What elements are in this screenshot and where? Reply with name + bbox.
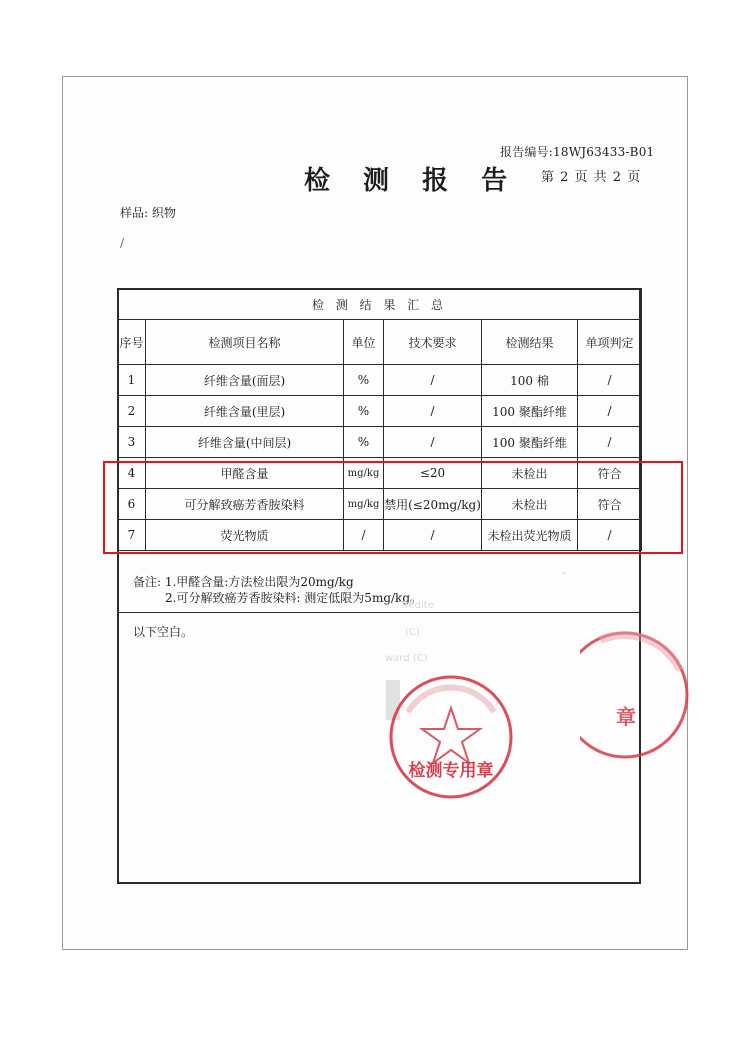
cell-unit: % — [344, 427, 384, 458]
cell-item: 纤维含量(面层) — [146, 365, 344, 396]
cell-unit: mg/kg — [344, 489, 384, 520]
cell-requirement: / — [384, 396, 482, 427]
cell-item: 可分解致癌芳香胺染料 — [146, 489, 344, 520]
cell-result: 100 聚酯纤维 — [482, 427, 578, 458]
column-header: 检测项目名称 — [146, 320, 344, 365]
cell-index: 7 — [118, 520, 146, 551]
cell-requirement: / — [384, 427, 482, 458]
cell-unit: / — [344, 520, 384, 551]
sample-label: 样品: 织物 — [120, 206, 176, 220]
cell-unit: % — [344, 365, 384, 396]
cell-verdict: 符合 — [578, 458, 642, 489]
report-number: 报告编号:18WJ63433-B01 — [500, 145, 655, 159]
seal-text: 检测专用章 — [408, 761, 494, 781]
cell-result: 100 棉 — [482, 365, 578, 396]
cell-unit: % — [344, 396, 384, 427]
column-header: 检测结果 — [482, 320, 578, 365]
remark-line: 备注: 1.甲醛含量:方法检出限为20mg/kg — [133, 575, 354, 589]
faint-mark: Tredite — [400, 600, 434, 611]
notes-divider — [117, 612, 641, 613]
table-caption-row — [118, 289, 642, 320]
cell-result: 未检出荧光物质 — [482, 520, 578, 551]
table-row — [118, 396, 642, 427]
column-header: 技术要求 — [384, 320, 482, 365]
cell-index: 4 — [118, 458, 146, 489]
cell-index: 3 — [118, 427, 146, 458]
cell-result: 未检出 — [482, 458, 578, 489]
cell-result: 100 聚酯纤维 — [482, 396, 578, 427]
column-header: 单位 — [344, 320, 384, 365]
cell-result: 未检出 — [482, 489, 578, 520]
inspection-seal — [386, 672, 516, 802]
table-row — [118, 365, 642, 396]
column-header: 单项判定 — [578, 320, 642, 365]
cell-item: 荧光物质 — [146, 520, 344, 551]
report-title: 检 测 报 告 — [304, 166, 520, 196]
faint-mark: (C) — [405, 627, 420, 638]
partial-seal — [580, 620, 730, 770]
table-caption: 检 测 结 果 汇 总 — [118, 289, 642, 320]
cell-item: 纤维含量(里层) — [146, 396, 344, 427]
cell-verdict: / — [578, 427, 642, 458]
cell-index: 2 — [118, 396, 146, 427]
cell-verdict: 符合 — [578, 489, 642, 520]
cell-requirement: 禁用(≤20mg/kg) — [384, 489, 482, 520]
remark-line: 2.可分解致癌芳香胺染料: 测定低限为5mg/kg。 — [165, 591, 422, 605]
table-row — [118, 427, 642, 458]
svg-text:章: 章 — [616, 705, 636, 729]
cell-unit: mg/kg — [344, 458, 384, 489]
remarks — [133, 574, 422, 606]
cell-requirement: ≤20 — [384, 458, 482, 489]
cell-item: 纤维含量(中间层) — [146, 427, 344, 458]
cell-item: 甲醛含量 — [146, 458, 344, 489]
table-header-row — [118, 320, 642, 365]
cell-verdict: / — [578, 396, 642, 427]
highlight-box — [103, 461, 683, 554]
cell-verdict: / — [578, 520, 642, 551]
page-indicator: 第 2 页 共 2 页 — [541, 170, 642, 185]
cell-requirement: / — [384, 520, 482, 551]
column-header: 序号 — [118, 320, 146, 365]
faint-mark: - — [562, 568, 566, 579]
cell-index: 1 — [118, 365, 146, 396]
faint-mark: ward (C) — [385, 653, 428, 664]
cell-index: 6 — [118, 489, 146, 520]
cell-requirement: / — [384, 365, 482, 396]
blank-below-text: 以下空白。 — [133, 625, 194, 639]
slash-mark: / — [120, 236, 125, 250]
cell-verdict: / — [578, 365, 642, 396]
